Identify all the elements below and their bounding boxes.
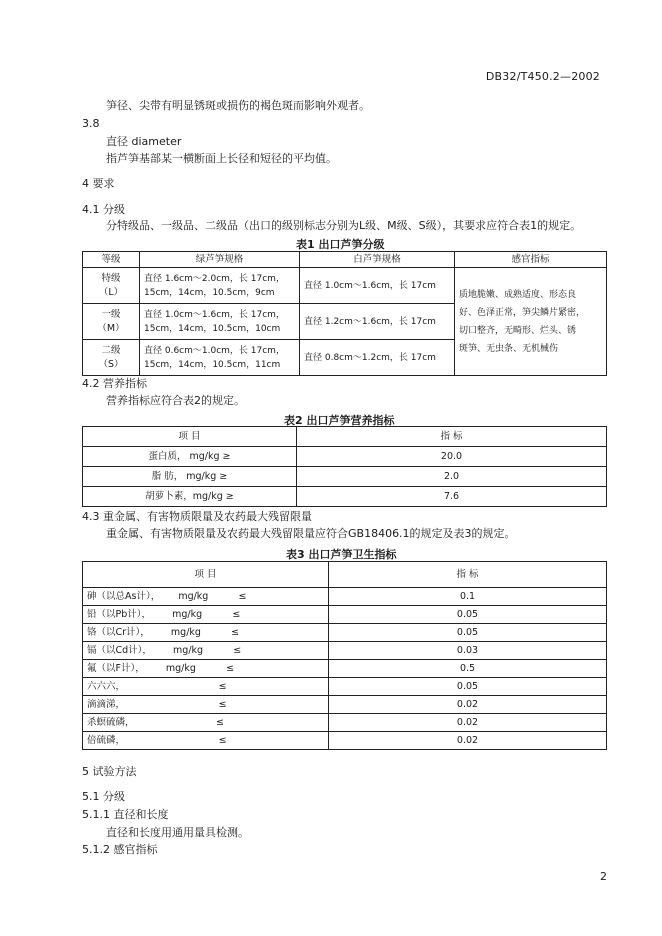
table2-nutrition [82, 426, 607, 507]
table-row [83, 447, 607, 467]
green-spec-lengths: 15cm，14cm，10.5cm，9cm [144, 287, 275, 298]
table1-header: 等级 [83, 252, 140, 268]
green-spec-lengths: 15cm，14cm，10.5cm，10cm [144, 323, 281, 334]
hygiene-value: 0.1 [329, 588, 607, 606]
hygiene-value: 0.05 [329, 678, 607, 696]
hygiene-item: 六六六， ≤ [83, 678, 329, 696]
section-3-8-term: 直径 diameter [106, 135, 182, 148]
hygiene-value: 0.05 [329, 606, 607, 624]
nutrition-value: 20.0 [297, 447, 607, 467]
nutrition-value: 2.0 [297, 467, 607, 487]
nutrition-item: 脂 肪， mg/kg ≥ [83, 467, 297, 487]
section-5-1-heading: 5.1 分级 [82, 790, 125, 803]
hygiene-item: 倍硫磷， ≤ [83, 732, 329, 750]
hygiene-value: 0.02 [329, 732, 607, 750]
table1-header: 白芦笋规格 [300, 252, 455, 268]
section-4-heading: 4 要求 [82, 177, 115, 190]
section-5-heading: 5 试验方法 [82, 765, 137, 778]
table2-header: 项 目 [83, 427, 297, 447]
green-spec-lengths: 15cm，14cm，10.5cm，11cm [144, 359, 281, 370]
table-row [83, 678, 607, 696]
white-spec: 直径 1.0cm～1.6cm，长 17cm [300, 268, 455, 304]
table-row [83, 660, 607, 678]
white-spec: 直径 0.8cm～1.2cm，长 17cm [300, 340, 455, 376]
table1-header: 绿芦笋规格 [140, 252, 300, 268]
table-row [83, 588, 607, 606]
grade-name: 特级 [101, 272, 121, 284]
hygiene-item: 氟（以F计）， mg/kg ≤ [83, 660, 329, 678]
green-spec: 直径 1.6cm～2.0cm，长 17cm， [144, 273, 285, 284]
table-row [83, 268, 607, 304]
hygiene-item: 杀螟硫磷， ≤ [83, 714, 329, 732]
table-row [83, 624, 607, 642]
section-5-1-2-heading: 5.1.2 感官指标 [82, 843, 158, 856]
section-4-2-heading: 4.2 营养指标 [82, 377, 147, 390]
grade-name: 二级 [101, 344, 121, 356]
sensory-line: 好、色泽正常，笋尖鳞片紧密， [459, 307, 586, 318]
standard-code: DB32/T450.2—2002 [485, 70, 600, 83]
section-3-8-number: 3.8 [82, 117, 100, 130]
grade-code: （S） [98, 358, 124, 370]
hygiene-value: 0.02 [329, 714, 607, 732]
section-4-1-text: 分特级品、一级品、二级品（出口的级别标志分别为L级、M级、S级），其要求应符合表1的规定。 [106, 219, 582, 232]
table-row [83, 642, 607, 660]
grade-code: （M） [97, 322, 125, 334]
table3-caption: 表3 出口芦笋卫生指标 [286, 548, 397, 561]
table1-grading [82, 251, 607, 376]
sensory-line: 斑笋、无虫条、无机械伤 [459, 343, 559, 354]
section-3-8-definition: 指芦笋基部某一横断面上长径和短径的平均值。 [106, 152, 337, 165]
table1-caption: 表1 出口芦笋分级 [296, 238, 385, 251]
hygiene-item: 铬（以Cr计）， mg/kg ≤ [83, 624, 329, 642]
green-spec: 直径 0.6cm～1.0cm，长 17cm， [144, 345, 285, 356]
table3-header: 项 目 [83, 562, 329, 588]
sensory-line: 质地脆嫩、成熟适度、形态良 [459, 289, 577, 300]
table-row [83, 606, 607, 624]
hygiene-value: 0.02 [329, 696, 607, 714]
table-row [83, 487, 607, 507]
section-5-1-1-text: 直径和长度用通用量具检测。 [106, 826, 249, 839]
hygiene-value: 0.5 [329, 660, 607, 678]
table3-header: 指 标 [329, 562, 607, 588]
white-spec: 直径 1.2cm～1.6cm，长 17cm [300, 304, 455, 340]
green-spec: 直径 1.0cm～1.6cm，长 17cm， [144, 309, 285, 320]
section-4-2-text: 营养指标应符合表2的规定。 [106, 394, 245, 407]
continued-text: 笋径、尖带有明显锈斑或损伤的褐色斑而影响外观者。 [106, 99, 370, 112]
section-4-3-text: 重金属、有害物质限量及农药最大残留限量应符合GB18406.1的规定及表3的规定。 [106, 527, 516, 540]
page-number: 2 [600, 870, 607, 883]
table2-caption: 表2 出口芦笋营养指标 [284, 414, 395, 427]
nutrition-value: 7.6 [297, 487, 607, 507]
table-row [83, 696, 607, 714]
hygiene-item: 砷（以总As计）， mg/kg ≤ [83, 588, 329, 606]
table1-header: 感官指标 [455, 252, 607, 268]
section-4-1-heading: 4.1 分级 [82, 203, 125, 216]
hygiene-value: 0.05 [329, 624, 607, 642]
nutrition-item: 蛋白质， mg/kg ≥ [83, 447, 297, 467]
hygiene-item: 铅（以Pb计）， mg/kg ≤ [83, 606, 329, 624]
nutrition-item: 胡萝卜素，mg/kg ≥ [83, 487, 297, 507]
grade-name: 一级 [101, 308, 121, 320]
table2-header: 指 标 [297, 427, 607, 447]
table-row [83, 467, 607, 487]
table-row [83, 732, 607, 750]
table3-hygiene [82, 561, 607, 750]
grade-code: （L） [98, 286, 124, 298]
section-5-1-1-heading: 5.1.1 直径和长度 [82, 808, 169, 821]
table-row [83, 714, 607, 732]
hygiene-item: 滴滴涕， ≤ [83, 696, 329, 714]
hygiene-value: 0.03 [329, 642, 607, 660]
section-4-3-heading: 4.3 重金属、有害物质限量及农药最大残留限量 [82, 510, 312, 523]
hygiene-item: 镉（以Cd计）， mg/kg ≤ [83, 642, 329, 660]
sensory-line: 切口整齐，无畸形、烂头、锈 [459, 325, 577, 336]
